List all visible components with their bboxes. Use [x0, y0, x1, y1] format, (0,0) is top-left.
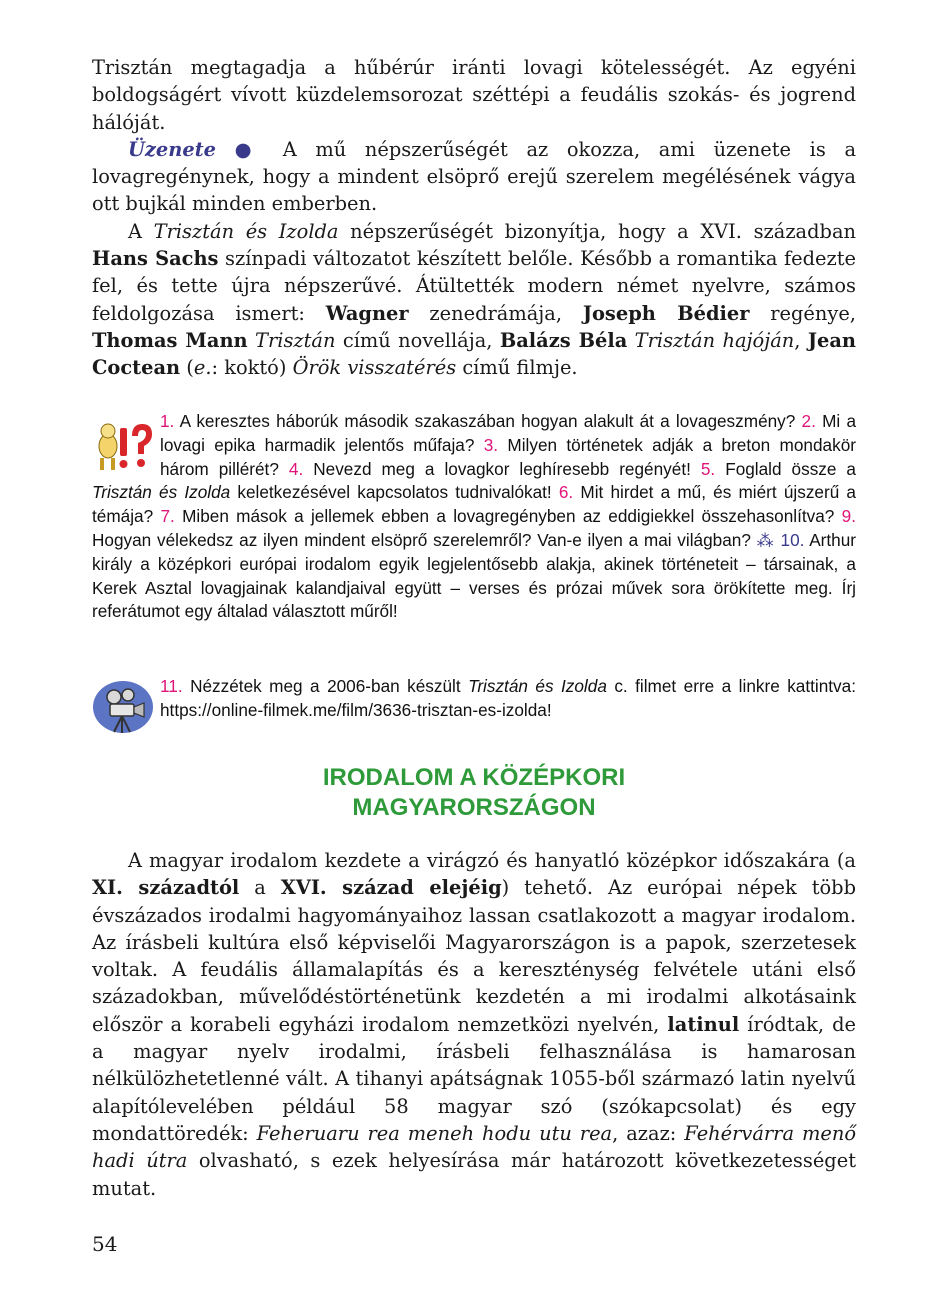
- paragraph-message: [92, 136, 856, 218]
- quotation: Fehérvárra menő hadi útra: [92, 1121, 856, 1173]
- body-text-top: [92, 54, 856, 382]
- page-number: 54: [92, 1232, 118, 1256]
- question-number: 10.: [774, 529, 805, 550]
- work-title: Trisztán és Izolda: [92, 482, 231, 503]
- text-span: (: [180, 356, 194, 380]
- question-text: Mi a lovagi epika harmadik jelentős műfaja?: [160, 411, 856, 455]
- text-span: A magyar irodalom kezdete a virágzó és hanyatló középkor időszakára (a: [128, 849, 856, 872]
- author-name: Wagner: [325, 301, 409, 325]
- question-text: Nézzétek meg a 2006-ban készült: [182, 676, 469, 696]
- text-span: című novellája,: [335, 328, 500, 352]
- author-name: Joseph Bédier: [582, 301, 750, 325]
- question-text: Hogyan vélekedsz az ilyen mindent elsöprő szerelemről? Van-e ilyen a mai világban?: [92, 529, 757, 550]
- body-text-bottom: [92, 847, 856, 1202]
- text-span: ) tehető. Az európai népek több évszázados irodalmi hagyományaihoz lassan csatlakozott a magyar irodalom. Az írásbeli kultúra első képviselői Magyarországon is a papok, szerzetesek voltak. A feudális államalapítás és a kereszténység felvétele utáni első századokban, művelődéstörténetünk kezdetén a mi irodalmi alkotásaink először a korabeli egyházi irodalom nemzetközi nyelvén,: [92, 876, 856, 1036]
- film-camera-icon: [92, 677, 154, 737]
- text-span: íródtak, de a magyar nyelv irodalmi, írásbeli felhasználása is hamarosan nélkülözhetetlenné vált. A tihanyi apátságnak 1055-ből származó latin nyelvű alapítólevelében például 58 magyar szó (szókapcsolat) és egy mondattöredék:: [92, 1012, 857, 1145]
- message-label: Üzenete: [128, 137, 216, 161]
- keyword: XI. századtól: [92, 876, 240, 900]
- question-text: Nevezd meg a lovagkor leghíresebb regényét!: [303, 458, 701, 479]
- text-span: A: [128, 219, 154, 243]
- work-title: Trisztán hajóján: [634, 328, 795, 352]
- author-name: Thomas Mann: [92, 328, 248, 352]
- section-heading: [92, 763, 856, 823]
- text-span: olvasható, s ezek helyesírása már határozott következetességet mutat.: [92, 1149, 856, 1200]
- question-text: Milyen történetek adják a breton mondakör három pillérét?: [160, 434, 856, 479]
- text-span: [627, 329, 634, 352]
- question-text: A keresztes háborúk második szakaszában hogyan alakult át a lovageszmény?: [174, 411, 802, 431]
- paragraph-medieval-hungary: [92, 847, 856, 1202]
- paragraph-1: Trisztán megtagadja a hűbérúr iránti lovagi kötelességét. Az egyéni boldogságért vívott küzdelemsorozat széttépi a feudális szokás- és jogrend hálóját.: [92, 56, 856, 134]
- question-exclamation-icon: [92, 416, 154, 476]
- question-text: c. filmet erre a linkre kattintva: https://online-filmek.me/film/3636-trisztan-es-izolda!: [160, 676, 856, 720]
- question-number: 1.: [160, 411, 175, 431]
- bullet-icon: ●: [234, 137, 265, 161]
- film-task-block: [92, 675, 856, 737]
- text-span: zenedrámája,: [408, 301, 583, 325]
- text-span: : koktó): [211, 356, 293, 380]
- advanced-task-icon: ⁂: [756, 529, 775, 550]
- question-text: Mit hirdet a mű, és miért újszerű a témája?: [92, 482, 856, 527]
- question-text: Miben mások a jellemek ebben a lovagregényben az eddigiekkel összehasonlítva?: [174, 506, 842, 527]
- keyword: latinul: [667, 1012, 740, 1036]
- question-number: 6.: [558, 482, 574, 503]
- text-span: című filmje.: [456, 356, 578, 380]
- author-name: Hans Sachs: [92, 247, 219, 271]
- paragraph-adaptations: [92, 218, 856, 382]
- question-text: keletkezésével kapcsolatos tudnivalókat!: [230, 482, 559, 503]
- work-title: Trisztán: [255, 328, 336, 352]
- questions-block: [92, 410, 856, 624]
- question-number: 5.: [700, 458, 716, 479]
- text-span: regénye,: [749, 301, 856, 325]
- text-span: , azaz:: [612, 1121, 685, 1145]
- question-text: Foglald össze a: [715, 458, 856, 479]
- text-span: ,: [794, 328, 808, 352]
- heading-line-2: MAGYARORSZÁGON: [352, 794, 596, 821]
- quotation: Feheruaru rea meneh hodu utu rea: [256, 1121, 613, 1145]
- text-span: [248, 329, 255, 352]
- work-title: Trisztán és Izolda: [468, 676, 607, 696]
- text-span: a: [239, 876, 281, 900]
- question-number: 9.: [841, 506, 856, 527]
- work-title: Örök visszatérés: [292, 356, 457, 380]
- question-number: 7.: [160, 506, 175, 527]
- question-number: 3.: [483, 434, 499, 455]
- work-title: Trisztán és Izolda: [153, 219, 339, 243]
- question-number: 11.: [160, 676, 183, 696]
- heading-line-1: IRODALOM A KÖZÉPKORI: [322, 764, 626, 791]
- author-name: Balázs Béla: [499, 328, 628, 352]
- text-span: népszerűségét bizonyítja, hogy a XVI. században: [338, 219, 856, 243]
- question-number: 4.: [288, 458, 304, 479]
- keyword: XVI. század elejéig: [280, 876, 502, 900]
- author-name: Jean Coctean: [92, 328, 856, 380]
- question-text: Arthur király a középkori európai irodalom egyik legjelentősebb alakja, akinek történeteit – társainak, a Kerek Asztal lovagjainak kalandjaival együtt – verses és prózai művek sora örökítette meg. Írj referátumot egy általad választott műről!: [92, 529, 856, 622]
- message-text: A mű népszerűségét az okozza, ami üzenete is a lovagregénynek, hogy a mindent elsöprő erejű szerelem megélésének vágya ott bujkál minden emberben.: [92, 137, 857, 216]
- question-number: 2.: [801, 411, 816, 431]
- abbreviation: e.: [193, 356, 212, 380]
- text-span: színpadi változatot készített belőle. Később a romantika fedezte fel, és tette újra népszerűvé. Átültették modern német nyelvre, számos feldolgozása ismert:: [92, 247, 856, 325]
